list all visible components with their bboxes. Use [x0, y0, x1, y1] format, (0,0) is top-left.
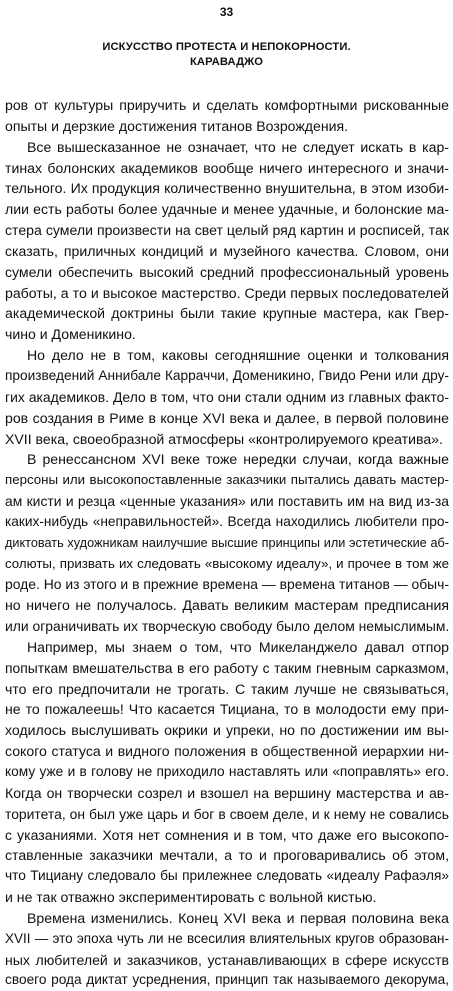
text-line: диктовать художникам наилучшие высшие принципы или эстетические аб-	[5, 535, 449, 550]
text-line: попыткам вмешательства в его работу с таким гневным сарказмом,	[5, 659, 449, 676]
text-line: торитета, он был уже царь и бог в своем деле, и к нему не совались	[5, 805, 449, 822]
text-line: или ограничивать их творческую свободу было делом немыслимым.	[5, 618, 449, 635]
text-line: и не так отважно экспериментировать с вольной кистью.	[5, 889, 377, 906]
text-line: что Тициану следовало бы прилежнее следовать «идеалу Рафаэля»	[5, 868, 449, 884]
text-line: академической доктрины были такие крупные мастера, как Гвер-	[5, 305, 449, 322]
body-text	[5, 95, 449, 991]
text-line: с указаниями. Хотя нет сомнения и в том, что даже его высокопо-	[5, 826, 449, 843]
text-line: тинах болонских академиков вообще ничего интересного и значи-	[5, 159, 449, 176]
text-line: своего рода диктат усреднения, принцип так называемого декорума,	[5, 972, 449, 988]
text-line: но ничего не получалось. Давать великим мастерам предписания	[5, 597, 449, 614]
text-line: персоны или высокопоставленные заказчики пытались давать мастер-	[5, 472, 449, 488]
text-line: лии есть работы более удачные и менее удачные, и болонские ма-	[5, 201, 449, 218]
text-line: не то пожалеешь! Что касается Тициана, то в молодости ему при-	[5, 701, 449, 718]
text-line: опыты и дерзкие достижения титанов Возрождения.	[5, 117, 349, 134]
text-line: Например, мы знаем о том, что Микеланджело давал отпор	[27, 638, 449, 655]
text-line: роде. Но из этого и в прежние времена — времена титанов — обыч-	[5, 576, 449, 593]
text-line: Времена изменились. Конец XVI века и первая половина века	[27, 909, 449, 926]
text-line: кому уже и в голову не приходило наставлять или «поправлять» его.	[5, 764, 449, 779]
running-head-line-1: ИСКУССТВО ПРОТЕСТА И НЕПОКОРНОСТИ.	[102, 41, 351, 53]
text-line: стера сумели произвести на свет целый ряд картин и росписей, так	[5, 222, 449, 239]
text-line: ставленные заказчики мечтали, а то и проговаривались об этом,	[5, 847, 449, 864]
text-line: сокого статуса и видного положения в общественной иерархии ни-	[5, 743, 449, 760]
text-line: сказать, приличных кондиций и музейного качества. Словом, они	[5, 242, 449, 259]
text-line: Но дело не в том, каковы сегодняшние оценки и толкования	[27, 347, 449, 364]
text-line: ров создания в Риме в конце XVI века и далее, в первой половине	[5, 409, 449, 426]
text-line: каких-нибудь «неправильностей». Всегда находились любители про-	[5, 513, 449, 529]
text-line: XVII века, своеобразной атмосферы «контролируемого креатива».	[5, 430, 443, 447]
text-line: солюты, призвать их следовать «высокому идеалу», и прочее в том же	[5, 555, 449, 571]
text-line: тельного. Их продукция количественно внушительна, в этом изоби-	[5, 180, 449, 197]
text-line: гих академиков. Дело в том, что они стали одним из главных факто-	[5, 388, 449, 405]
text-line: произведений Аннибале Карраччи, Доменикино, Гвидо Рени или дру-	[5, 367, 449, 383]
page-number: 33	[219, 5, 234, 19]
text-line: сумели обеспечить высокий средний профессиональный уровень	[5, 263, 449, 280]
text-line: ров от культуры приручить и сделать комфортными рискованные	[5, 97, 449, 113]
text-line: Когда он творчески созрел и взошел на вершину мастерства и ав-	[5, 784, 449, 801]
text-line: ных любителей и заказчиков, устанавливающих в сфере искусств	[5, 951, 449, 968]
text-line: что его предпочитали не трогать. С таким лучше не связываться,	[5, 680, 449, 697]
text-line: работы, а то и высокое мастерство. Среди первых последователей	[5, 284, 449, 301]
text-line: ходилось выслушивать окрики и упреки, но по достижении им вы-	[5, 722, 449, 739]
text-line: ам кисти и резца «ценные указания» или поставить им на вид из-за	[5, 493, 449, 510]
text-line: XVII — это эпоха чуть ли не всесилия влиятельных кругов образован-	[5, 930, 449, 946]
running-head	[0, 40, 453, 70]
text-line: Все вышесказанное не означает, что не следует искать в кар-	[27, 138, 449, 155]
text-line: В ренессансном XVI веке тоже нередки случаи, когда важные	[27, 451, 449, 468]
text-line: чино и Доменикино.	[5, 326, 136, 343]
running-head-line-2: КАРАВАДЖО	[189, 56, 264, 68]
